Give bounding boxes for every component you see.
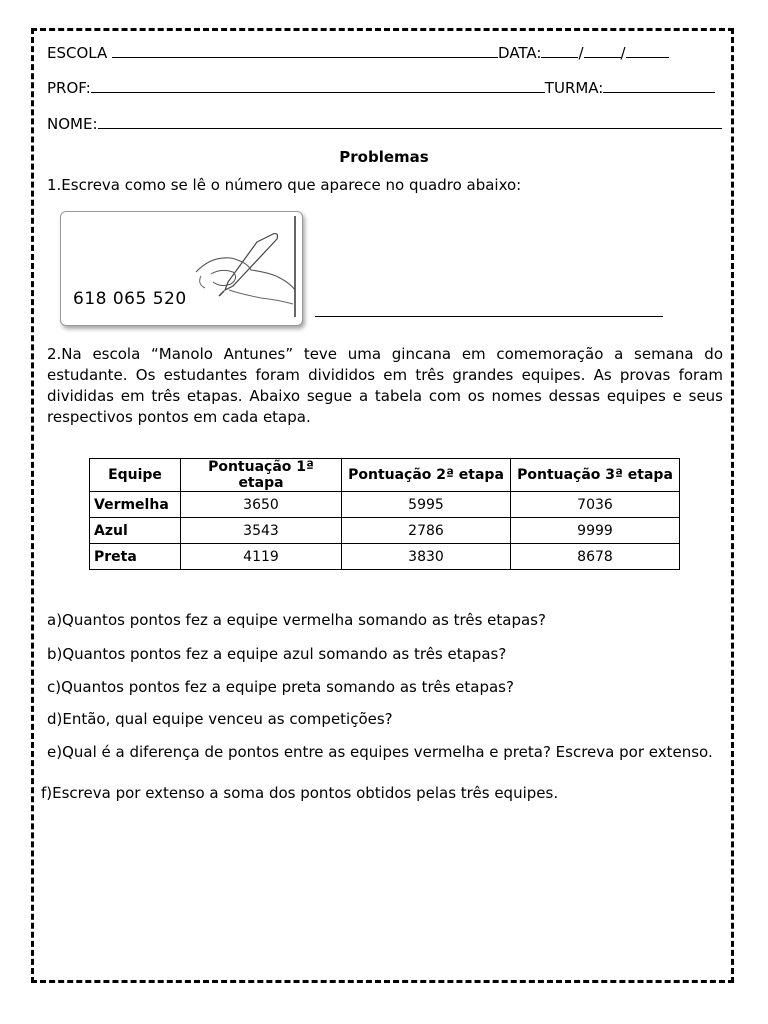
table-row	[90, 544, 680, 570]
nome-line	[47, 114, 722, 134]
question-2: 2.Na escola “Manolo Antunes” teve uma gincana em comemoração a semana do estudante. Os estudantes foram divididos em três grandes equipes. As provas foram divididas em três etapas. Abaixo segue a tabela com os nomes dessas equipes e seus respectivos pontos em cada etapa.	[47, 345, 723, 426]
escola-label: ESCOLA	[47, 44, 108, 62]
score-cell: 2786	[342, 518, 511, 544]
item-d: d)Então, qual equipe venceu as competições?	[47, 710, 393, 728]
turma-field[interactable]	[603, 78, 715, 93]
date-month-field[interactable]	[584, 43, 621, 58]
question-1: 1.Escreva como se lê o número que aparece no quadro abaixo:	[47, 176, 522, 194]
data-label: DATA:	[498, 44, 542, 62]
table-row	[90, 518, 680, 544]
page-title: Problemas	[339, 148, 429, 166]
header-equipe: Equipe	[90, 459, 181, 492]
nome-label: NOME:	[47, 115, 98, 133]
prof-line	[47, 78, 715, 98]
prof-label: PROF:	[47, 79, 91, 97]
turma-label: TURMA:	[544, 79, 604, 97]
score-cell: 5995	[342, 492, 511, 518]
header-etapa-2: Pontuação 2ª etapa	[342, 459, 511, 492]
item-b: b)Quantos pontos fez a equipe azul somando as três etapas?	[47, 645, 507, 663]
item-e: e)Qual é a diferença de pontos entre as equipes vermelha e preta? Escreva por extenso.	[47, 743, 713, 761]
escola-field[interactable]	[112, 43, 498, 58]
escola-line	[47, 43, 669, 63]
nome-field[interactable]	[98, 114, 722, 129]
date-separator-1: /	[578, 44, 584, 62]
date-day-field[interactable]	[541, 43, 578, 58]
score-cell: 3650	[181, 492, 342, 518]
scores-table	[89, 458, 680, 570]
team-name: Azul	[90, 518, 181, 544]
team-name: Vermelha	[90, 492, 181, 518]
date-year-field[interactable]	[626, 43, 669, 58]
item-c: c)Quantos pontos fez a equipe preta somando as três etapas?	[47, 678, 514, 696]
number-card-image	[60, 211, 303, 326]
prof-field[interactable]	[91, 78, 545, 93]
item-f: f)Escreva por extenso a soma dos pontos obtidos pelas três equipes.	[41, 784, 559, 802]
number-card-value: 618 065 520	[73, 289, 187, 309]
score-cell: 7036	[511, 492, 680, 518]
question-1-answer-line[interactable]	[315, 316, 663, 317]
table-header-row	[90, 459, 680, 492]
header-etapa-3: Pontuação 3ª etapa	[511, 459, 680, 492]
score-cell: 8678	[511, 544, 680, 570]
score-cell: 4119	[181, 544, 342, 570]
table-row	[90, 492, 680, 518]
header-etapa-1: Pontuação 1ª etapa	[181, 459, 342, 492]
score-cell: 9999	[511, 518, 680, 544]
score-cell: 3830	[342, 544, 511, 570]
team-name: Preta	[90, 544, 181, 570]
date-separator-2: /	[620, 44, 626, 62]
item-a: a)Quantos pontos fez a equipe vermelha somando as três etapas?	[47, 611, 546, 629]
score-cell: 3543	[181, 518, 342, 544]
